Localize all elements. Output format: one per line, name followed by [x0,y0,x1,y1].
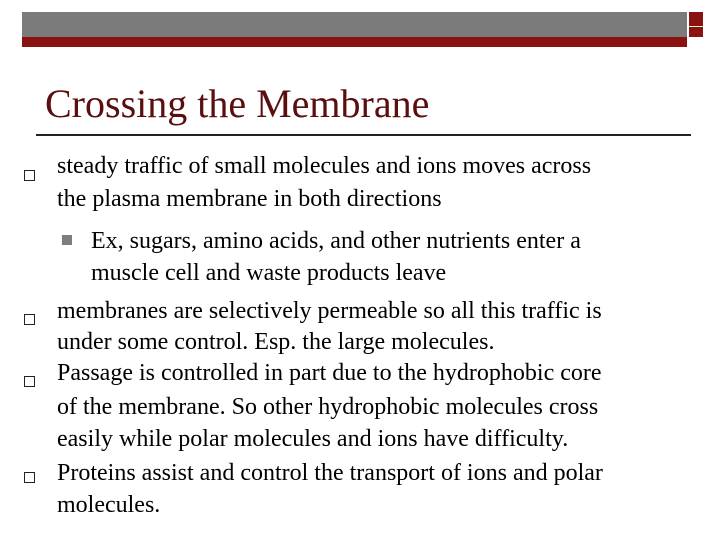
bullet-1-line-1: steady traffic of small molecules and ions moves across [57,153,592,179]
bullet-3-line-1: Passage is controlled in part due to the hydrophobic core [57,360,602,386]
bullet-1-sub-line-2: muscle cell and waste products leave [91,260,447,286]
hollow-square-bullet-icon [24,376,35,387]
bullet-4-line-1: Proteins assist and control the transport of ions and polar [57,460,603,486]
hollow-square-bullet-icon [24,472,35,483]
bullet-2-line-1: membranes are selectively permeable so all this traffic is [57,298,602,324]
hollow-square-bullet-icon [24,314,35,325]
slide-title: Crossing the Membrane [45,81,430,126]
bullet-3-line-3: easily while polar molecules and ions have difficulty. [57,426,569,452]
bullet-3-line-2: of the membrane. So other hydrophobic molecules cross [57,394,599,420]
bullet-4-line-2: molecules. [57,492,161,518]
bullet-2-line-2: under some control. Esp. the large molecules. [57,329,495,355]
bullet-1-line-2: the plasma membrane in both directions [57,186,442,212]
bullet-1-sub-line-1: Ex, sugars, amino acids, and other nutrients enter a [91,228,581,254]
filled-square-bullet-icon [62,235,72,245]
hollow-square-bullet-icon [24,170,35,181]
